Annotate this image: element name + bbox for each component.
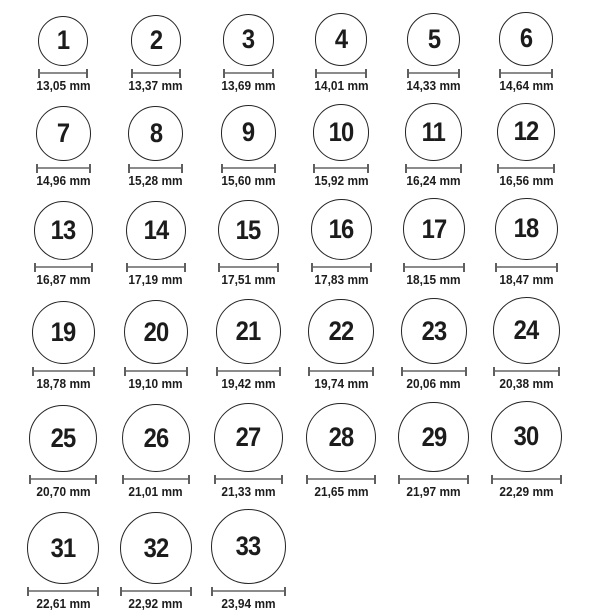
- diameter-label: 15,60 mm: [221, 173, 276, 188]
- diameter-label: 22,29 mm: [499, 485, 554, 500]
- ring-size-number: 33: [236, 531, 261, 562]
- ring-size-item: [110, 404, 203, 499]
- ring-size-item: [295, 199, 388, 287]
- diameter-measure-line: [126, 263, 186, 272]
- ring-size-number: 16: [328, 214, 354, 245]
- diameter-line: [405, 266, 463, 268]
- diameter-line: [133, 72, 180, 74]
- diameter-measure-line: [216, 367, 281, 376]
- diameter-label: 16,24 mm: [406, 173, 461, 188]
- ring-size-item: [387, 298, 480, 391]
- diameter-measure-line: [308, 367, 373, 376]
- diameter-label: 18,47 mm: [499, 273, 554, 288]
- ring-size-number: 10: [328, 116, 354, 147]
- ring-size-number: 11: [421, 116, 446, 147]
- ring-circle: [491, 401, 562, 472]
- diameter-measure-line: [493, 367, 560, 376]
- ring-size-number: 5: [427, 23, 440, 54]
- diameter-line: [501, 72, 551, 74]
- diameter-label: 16,56 mm: [499, 173, 554, 188]
- diameter-measure-line: [221, 164, 277, 173]
- diameter-line: [124, 478, 188, 480]
- diameter-line: [310, 370, 371, 372]
- ring-size-item: [295, 104, 388, 188]
- diameter-measure-line: [491, 475, 562, 484]
- diameter-line: [36, 266, 91, 268]
- diameter-line: [128, 266, 184, 268]
- diameter-line: [122, 590, 191, 592]
- ring-size-item: [295, 13, 388, 92]
- ring-size-number: 14: [143, 214, 169, 245]
- diameter-measure-line: [38, 69, 88, 78]
- ring-size-number: 15: [236, 214, 261, 245]
- ring-size-item: [387, 103, 480, 187]
- diameter-line: [499, 167, 553, 169]
- ring-size-number: 32: [143, 532, 169, 563]
- diameter-line: [126, 370, 186, 372]
- ring-size-number: 4: [334, 24, 348, 55]
- ring-size-item: [17, 405, 110, 500]
- ring-circle: [221, 105, 277, 161]
- ring-size-number: 20: [143, 316, 169, 347]
- diameter-measure-line: [120, 587, 193, 596]
- diameter-measure-line: [29, 475, 97, 484]
- ring-circle: [306, 403, 376, 473]
- ring-size-number: 31: [50, 532, 76, 563]
- diameter-line: [216, 478, 281, 480]
- ring-size-item: [480, 401, 573, 499]
- ring-circle: [131, 15, 182, 66]
- ring-size-item: [110, 512, 203, 611]
- ring-circle: [407, 13, 460, 66]
- diameter-line: [223, 167, 275, 169]
- diameter-label: 19,42 mm: [221, 377, 276, 392]
- diameter-label: 15,92 mm: [314, 173, 369, 188]
- ring-size-row: [17, 198, 600, 287]
- diameter-label: 17,19 mm: [128, 273, 183, 288]
- ring-size-number: 7: [57, 118, 70, 149]
- diameter-line: [34, 370, 93, 372]
- diameter-line: [225, 72, 272, 74]
- diameter-line: [403, 370, 465, 372]
- diameter-label: 14,96 mm: [36, 173, 91, 188]
- ring-size-number: 8: [149, 117, 163, 148]
- diameter-measure-line: [499, 69, 553, 78]
- ring-circle: [223, 14, 274, 65]
- diameter-measure-line: [27, 587, 99, 596]
- ring-circle: [405, 103, 462, 160]
- diameter-measure-line: [306, 475, 376, 484]
- diameter-measure-line: [218, 263, 278, 272]
- ring-size-item: [202, 403, 295, 499]
- ring-size-item: [202, 200, 295, 287]
- ring-size-number: 26: [143, 422, 169, 453]
- diameter-measure-line: [34, 263, 93, 272]
- diameter-measure-line: [36, 164, 90, 173]
- ring-size-item: [202, 509, 295, 611]
- ring-size-item: [295, 299, 388, 391]
- ring-circle: [124, 300, 188, 364]
- ring-size-number: 27: [236, 422, 261, 453]
- diameter-measure-line: [211, 587, 286, 596]
- diameter-line: [130, 167, 181, 169]
- ring-size-item: [387, 198, 480, 287]
- ring-size-item: [110, 201, 203, 288]
- diameter-label: 20,70 mm: [36, 485, 91, 500]
- ring-circle: [122, 404, 190, 472]
- ring-size-item: [387, 13, 480, 93]
- ring-size-number: 1: [57, 25, 70, 56]
- diameter-label: 13,37 mm: [128, 78, 183, 93]
- ring-size-item: [17, 512, 110, 611]
- diameter-measure-line: [223, 69, 274, 78]
- ring-size-item: [202, 105, 295, 188]
- diameter-measure-line: [495, 263, 557, 272]
- diameter-label: 15,28 mm: [128, 173, 183, 188]
- ring-circle: [311, 199, 372, 260]
- diameter-label: 23,94 mm: [221, 597, 276, 611]
- diameter-line: [317, 72, 365, 74]
- ring-size-item: [480, 297, 573, 391]
- diameter-label: 21,65 mm: [314, 485, 369, 500]
- ring-circle: [34, 201, 93, 260]
- ring-size-item: [17, 16, 110, 93]
- diameter-line: [308, 478, 374, 480]
- diameter-line: [407, 167, 460, 169]
- ring-size-row: [17, 401, 600, 499]
- diameter-measure-line: [122, 475, 190, 484]
- diameter-label: 20,38 mm: [499, 377, 554, 392]
- ring-size-item: [480, 12, 573, 93]
- diameter-label: 21,97 mm: [406, 485, 461, 500]
- ring-size-item: [202, 299, 295, 391]
- ring-circle: [497, 103, 555, 161]
- ring-circle: [29, 405, 97, 473]
- ring-size-item: [480, 103, 573, 188]
- ring-size-number: 30: [513, 421, 539, 452]
- ring-size-number: 2: [149, 24, 163, 55]
- ring-circle: [401, 298, 467, 364]
- ring-size-number: 28: [328, 421, 354, 452]
- diameter-label: 18,15 mm: [406, 273, 461, 288]
- ring-circle: [495, 198, 557, 260]
- diameter-line: [38, 167, 88, 169]
- ring-circle: [313, 104, 370, 161]
- ring-size-item: [295, 403, 388, 500]
- ring-circle: [493, 297, 560, 364]
- diameter-label: 21,33 mm: [221, 485, 276, 500]
- ring-size-item: [17, 106, 110, 187]
- diameter-label: 14,64 mm: [499, 78, 554, 93]
- ring-circle: [499, 12, 553, 66]
- diameter-measure-line: [128, 164, 183, 173]
- diameter-line: [495, 370, 558, 372]
- diameter-measure-line: [497, 164, 555, 173]
- diameter-line: [313, 266, 370, 268]
- diameter-line: [29, 590, 97, 592]
- ring-size-number: 17: [421, 213, 447, 244]
- diameter-measure-line: [405, 164, 462, 173]
- ring-size-number: 12: [513, 116, 539, 147]
- ring-size-item: [110, 15, 203, 93]
- diameter-line: [218, 370, 279, 372]
- ring-circle: [398, 402, 469, 473]
- diameter-label: 20,06 mm: [406, 377, 461, 392]
- diameter-measure-line: [311, 263, 372, 272]
- ring-size-number: 24: [513, 315, 539, 346]
- diameter-line: [220, 266, 276, 268]
- ring-size-item: [17, 201, 110, 287]
- diameter-measure-line: [407, 69, 460, 78]
- ring-circle: [32, 301, 95, 364]
- ring-size-number: 22: [328, 315, 354, 346]
- diameter-label: 16,87 mm: [36, 273, 91, 288]
- diameter-line: [213, 590, 284, 592]
- diameter-measure-line: [32, 367, 95, 376]
- diameter-line: [493, 478, 560, 480]
- ring-size-number: 23: [421, 315, 447, 346]
- ring-circle: [214, 403, 283, 472]
- ring-size-item: [110, 300, 203, 391]
- diameter-label: 18,78 mm: [36, 377, 91, 392]
- ring-size-number: 29: [421, 421, 447, 452]
- ring-circle: [27, 512, 99, 584]
- diameter-label: 17,83 mm: [314, 273, 369, 288]
- diameter-measure-line: [403, 263, 465, 272]
- diameter-label: 14,33 mm: [406, 78, 461, 93]
- ring-circle: [120, 512, 193, 585]
- ring-circle: [216, 299, 281, 364]
- ring-circle: [128, 106, 183, 161]
- diameter-label: 14,01 mm: [314, 78, 369, 93]
- diameter-label: 19,74 mm: [314, 377, 369, 392]
- diameter-label: 19,10 mm: [128, 377, 183, 392]
- diameter-line: [31, 478, 95, 480]
- diameter-label: 22,61 mm: [36, 597, 91, 611]
- diameter-label: 22,92 mm: [128, 597, 183, 611]
- ring-size-item: [17, 301, 110, 391]
- diameter-label: 13,05 mm: [36, 78, 91, 93]
- ring-size-number: 3: [242, 24, 255, 55]
- ring-circle: [403, 198, 465, 260]
- diameter-label: 13,69 mm: [221, 78, 276, 93]
- diameter-measure-line: [398, 475, 469, 484]
- diameter-line: [400, 478, 467, 480]
- ring-size-item: [202, 14, 295, 92]
- ring-size-number: 18: [513, 213, 539, 244]
- ring-size-item: [480, 198, 573, 287]
- diameter-measure-line: [315, 69, 367, 78]
- diameter-label: 17,51 mm: [221, 273, 276, 288]
- diameter-line: [315, 167, 368, 169]
- ring-size-number: 13: [50, 215, 76, 246]
- diameter-measure-line: [401, 367, 467, 376]
- ring-size-number: 19: [50, 316, 76, 347]
- diameter-label: 21,01 mm: [128, 485, 183, 500]
- ring-circle: [218, 200, 278, 260]
- ring-size-number: 6: [520, 23, 533, 54]
- ring-size-row: [17, 297, 600, 391]
- ring-circle: [211, 509, 286, 584]
- ring-size-row: [17, 103, 600, 188]
- ring-size-number: 21: [236, 316, 261, 347]
- ring-size-item: [387, 402, 480, 500]
- diameter-measure-line: [131, 69, 182, 78]
- diameter-measure-line: [214, 475, 283, 484]
- diameter-measure-line: [313, 164, 370, 173]
- ring-circle: [126, 201, 186, 261]
- ring-size-number: 9: [242, 117, 255, 148]
- diameter-line: [497, 266, 555, 268]
- ring-circle: [308, 299, 373, 364]
- ring-size-row: [17, 12, 600, 93]
- ring-size-item: [110, 106, 203, 188]
- ring-circle: [38, 16, 88, 66]
- diameter-measure-line: [124, 367, 188, 376]
- ring-size-row: [17, 509, 600, 611]
- diameter-line: [409, 72, 458, 74]
- ring-circle: [315, 13, 367, 65]
- diameter-line: [40, 72, 86, 74]
- ring-circle: [36, 106, 90, 160]
- ring-size-number: 25: [50, 423, 76, 454]
